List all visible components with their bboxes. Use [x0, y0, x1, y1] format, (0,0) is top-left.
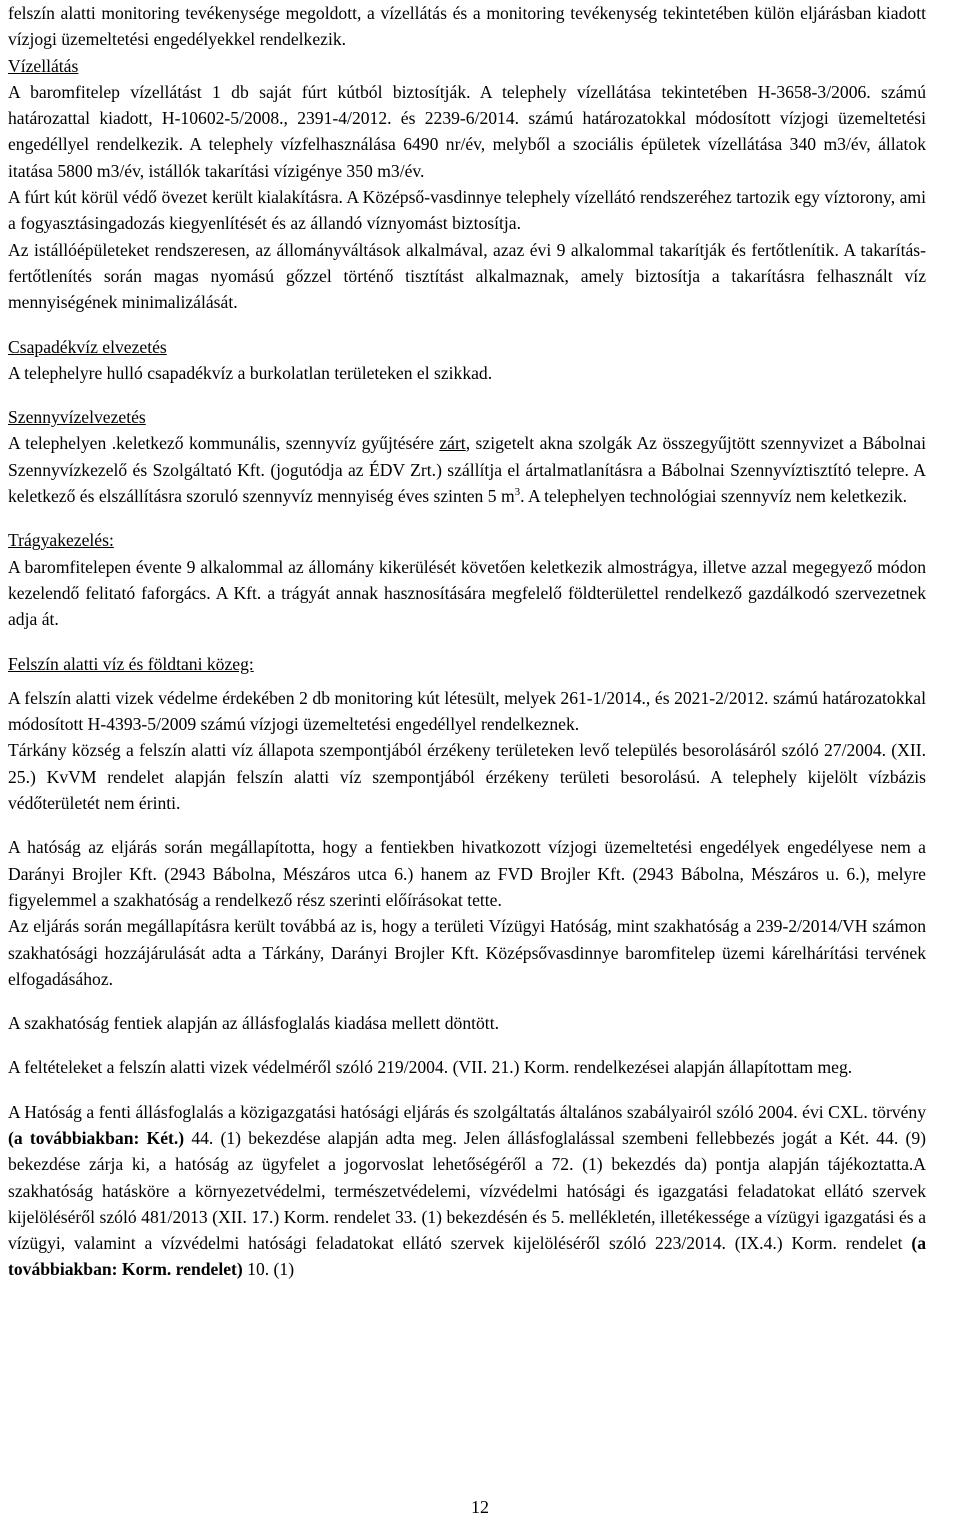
intro-paragraph: felszín alatti monitoring tevékenysége megoldott, a vízellátás és a monitoring tevékenység tekintetében külön eljárásban kiadott vízjogi üzemeltetési engedélyekkel rendelkezik.	[8, 3, 926, 50]
section-heading-water-supply: Vízellátás	[8, 55, 79, 76]
water-supply-paragraph-1: A baromfitelep vízellátást 1 db saját fúrt kútból biztosítják. A telephely vízellátása tekintetében H-3658-3/2006. számú határozattal kiadott, H-10602-5/2008., 2391-4/2012. és 2239-6/2014. számú határozatokkal módosított vízjogi üzemeltetési engedéllyel rendelkezik. A telephely vízfelhasználása 6490 nr/év, melyből a szociális épületek vízellátása 340 m3/év, állatok itatása 5800 m3/év, istállók takarítási vízigénye 350 m3/év.	[8, 81, 926, 181]
water-supply-paragraph-2: A fúrt kút körül védő övezet került kialakításra. A Középső-vasdinnye telephely vízellátó rendszeréhez tartozik egy víztorony, ami a fogyasztásingadozás kiegyenlítését és az állandó víznyomást biztosítja.	[8, 187, 926, 234]
authority-paragraph-5: A Hatóság a fenti állásfoglalás a közigazgatási hatósági eljárás és szolgáltatás általános szabályairól szóló 2004. évi CXL. törvény (a továbbiakban: Két.) 44. (1) bekezdése alapján adta meg. Jelen állásfoglalással szembeni fellebbezés jogát a Két. 44. (9) bekezdése zárja ki, a hatóság az ügyfelet a jogorvoslat lehetőségéről a 72. (1) bekezdés da) pontja alapján tájékoztatta.A szakhatóság hatásköre a környezetvédelmi, természetvédelemi, vízvédelmi hatósági és igazgatási feladatokat ellátó szervek kijelöléséről szóló 481/2013 (XII. 17.) Korm. rendelet 33. (1) bekezdésén és 5. mellékletén, illetékessége a vízügyi igazgatási és a vízügyi, valamint a vízvédelmi hatósági feladatokat ellátó szervek kijelöléséről szóló 223/2014. (IX.4.) Korm. rendelet (a továbbiakban: Korm. rendelet) 10. (1)	[8, 1101, 926, 1280]
document-body	[8, 0, 926, 1283]
section-heading-rainwater: Csapadékvíz elvezetés	[8, 336, 167, 357]
subsurface-paragraph-1: A felszín alatti vizek védelme érdekében 2 db monitoring kút létesült, melyek 261-1/2014., és 2021-2/2012. számú határozatokkal módosított H-4393-5/2009 számú vízjogi üzemeltetési engedéllyel rendelkeznek.	[8, 687, 926, 735]
wastewater-paragraph: A telephelyen .keletkező kommunális, szennyvíz gyűjtésére zárt, szigetelt akna szolgák Az összegyűjtött szennyvizet a Bábolnai Szennyvízkezelő és Szolgáltató Kft. (jogutódja az ÉDV Zrt.) szállítja el ártalmatlanításra a Bábolnai Szennyvíztisztító telepre. A keletkező és elszállításra szoruló szennyvíz mennyiség éves szinten 5 $m^3$. A telephelyen technológiai szennyvíz nem keletkezik.	[8, 433, 926, 507]
authority-paragraph-2: Az eljárás során megállapításra került továbbá az is, hogy a területi Vízügyi Hatóság, mint szakhatóság a 239-2/2014/VH számon szakhatósági hozzájárulását adta a Tárkány, Darányi Brojler Kft. Középsővasdinnye baromfitelep üzemi kárelhárítási tervének elfogadásához.	[8, 916, 926, 989]
section-heading-wastewater: Szennyvízelvezetés	[8, 407, 146, 428]
authority-paragraph-4: A feltételeket a felszín alatti vizek védelméről szóló 219/2004. (VII. 21.) Korm. rendelkezései alapján állapítottam meg.	[8, 1057, 853, 1078]
rainwater-paragraph: A telephelyre hulló csapadékvíz a burkolatlan területeken el szikkad.	[8, 362, 493, 383]
subsurface-paragraph-2: Tárkány község a felszín alatti víz állapota szempontjából érzékeny területeken levő település besorolásáról szóló 27/2004. (XII. 25.) KvVM rendelet alapján felszín alatti víz szempontjából érzékeny területi besorolású. A telephely kijelölt vízbázis védőterületét nem érinti.	[8, 740, 926, 814]
section-heading-manure: Trágyakezelés:	[8, 530, 114, 551]
water-supply-paragraph-3: Az istállóépületeket rendszeresen, az állományváltások alkalmával, azaz évi 9 alkalommal takarítják és fertőtlenítik. A takarítás-fertőtlenítés során magas nyomású gőzzel történő tisztítást alkalmaznak, amely biztosítja a takarításra felhasznált víz mennyiségének minimalizálását.	[8, 239, 926, 313]
manure-paragraph: A baromfitelepen évente 9 alkalommal az állomány kikerülését követően keletkezik almostrágya, illetve azzal megegyező módon kezelendő felitató faforgács. A Kft. a trágyát annak hasznosítására megfelelő földterülettel rendelkező gazdálkodó szervezetnek adja át.	[8, 556, 926, 630]
section-heading-subsurface: Felszín alatti víz és földtani közeg:	[8, 653, 254, 674]
authority-paragraph-3: A szakhatóság fentiek alapján az állásfoglalás kiadása mellett döntött.	[8, 1013, 499, 1034]
authority-paragraph-1: A hatóság az eljárás során megállapította, hogy a fentiekben hivatkozott vízjogi üzemeltetési engedélyek engedélyese nem a Darányi Brojler Kft. (2943 Bábolna, Mészáros utca 6.) hanem az FVD Brojler Kft. (2943 Bábolna, Mészáros u. 6.), melyre figyelemmel a szakhatóság a rendelkező rész szerinti előírásokat tette.	[8, 837, 926, 910]
page-number: 12	[471, 1497, 489, 1517]
